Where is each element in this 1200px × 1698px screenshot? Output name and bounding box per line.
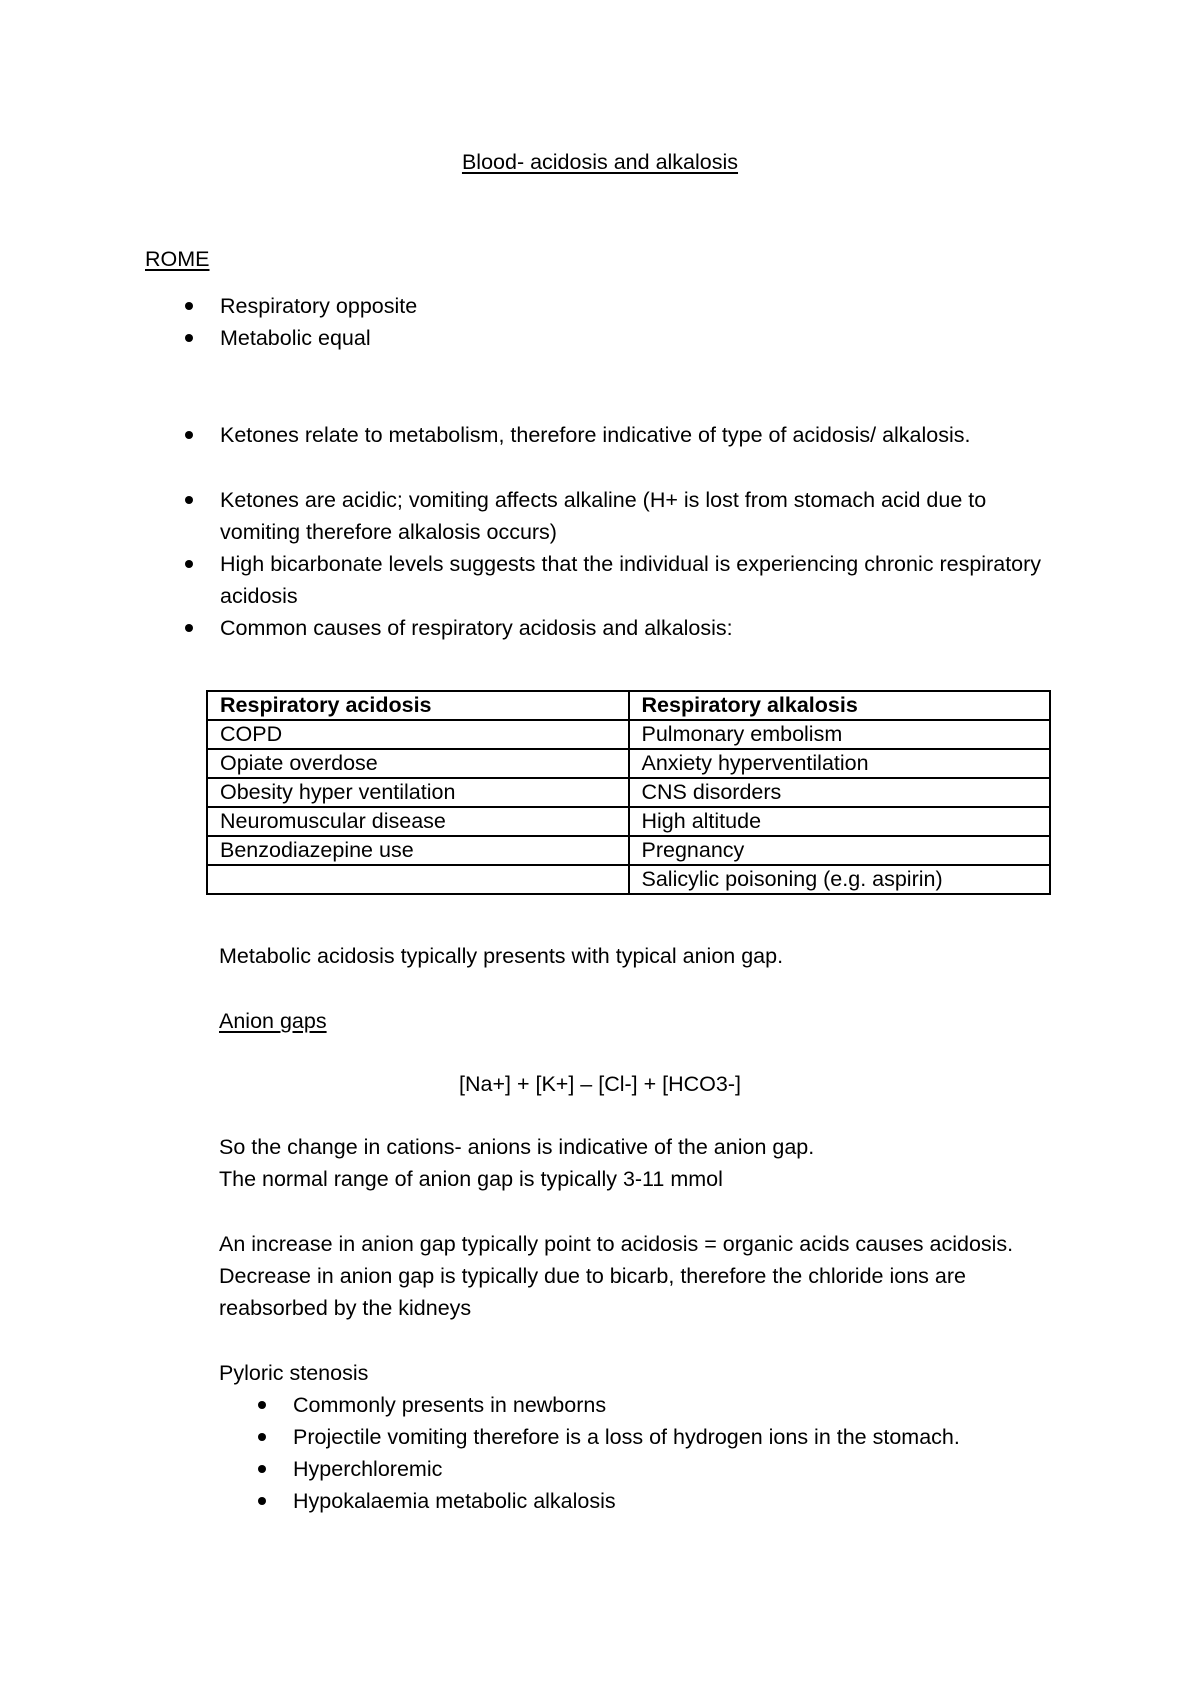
ketones-list <box>220 419 1050 451</box>
table-cell: Anxiety hyperventilation <box>629 749 1051 778</box>
document-title: Blood- acidosis and alkalosis <box>461 150 739 174</box>
table-cell: CNS disorders <box>629 778 1051 807</box>
table-cell: Opiate overdose <box>207 749 629 778</box>
table-header-row <box>207 691 1050 720</box>
decrease-text: Decrease in anion gap is typically due to bicarb, therefore the chloride ions are reabsorbed by the kidneys <box>219 1264 966 1320</box>
anion-gap-change-paragraph <box>219 1228 1059 1324</box>
metabolic-acidosis-text: Metabolic acidosis typically presents with typical anion gap. <box>219 944 784 968</box>
respiratory-causes-table <box>206 690 1051 895</box>
rome-list <box>220 290 1050 354</box>
table-row <box>207 836 1050 865</box>
table-row <box>207 778 1050 807</box>
list-item: Common causes of respiratory acidosis and alkalosis: <box>220 612 1050 644</box>
list-item: Projectile vomiting therefore is a loss of hydrogen ions in the stomach. <box>293 1421 1073 1453</box>
anion-gap-paragraph <box>219 1131 814 1195</box>
list-item: Hypokalaemia metabolic alkalosis <box>293 1485 1073 1517</box>
table-cell: Pregnancy <box>629 836 1051 865</box>
table-row <box>207 807 1050 836</box>
increase-text: An increase in anion gap typically point to acidosis = organic acids causes acidosis. <box>219 1232 1014 1256</box>
table-header-cell: Respiratory alkalosis <box>629 691 1051 720</box>
anion-line: So the change in cations- anions is indicative of the anion gap. <box>219 1135 815 1159</box>
list-item: Respiratory opposite <box>220 290 1050 322</box>
table-cell: Salicylic poisoning (e.g. aspirin) <box>629 865 1051 894</box>
table-header-cell: Respiratory acidosis <box>207 691 629 720</box>
table-cell: Pulmonary embolism <box>629 720 1051 749</box>
table-cell: Neuromuscular disease <box>207 807 629 836</box>
table-cell <box>207 865 629 894</box>
table-cell: High altitude <box>629 807 1051 836</box>
anion-gaps-heading: Anion gaps <box>219 1009 327 1033</box>
anion-gap-formula: [Na+] + [K+] – [Cl-] + [HCO3-] <box>459 1072 741 1096</box>
notes-list <box>220 484 1050 644</box>
pyloric-list <box>293 1389 1073 1517</box>
table-row <box>207 749 1050 778</box>
rome-heading: ROME <box>145 247 210 271</box>
table-row <box>207 720 1050 749</box>
list-item: Hyperchloremic <box>293 1453 1073 1485</box>
list-item: High bicarbonate levels suggests that the individual is experiencing chronic respiratory acidosis <box>220 548 1050 612</box>
table-cell: COPD <box>207 720 629 749</box>
list-item: Ketones are acidic; vomiting affects alkaline (H+ is lost from stomach acid due to vomiting therefore alkalosis occurs) <box>220 484 1050 548</box>
table-cell: Benzodiazepine use <box>207 836 629 865</box>
list-item: Metabolic equal <box>220 322 1050 354</box>
table-row <box>207 865 1050 894</box>
pyloric-stenosis-heading: Pyloric stenosis <box>219 1361 369 1385</box>
list-item: Commonly presents in newborns <box>293 1389 1073 1421</box>
table-cell: Obesity hyper ventilation <box>207 778 629 807</box>
anion-line: The normal range of anion gap is typically 3-11 mmol <box>219 1167 723 1191</box>
list-item: Ketones relate to metabolism, therefore indicative of type of acidosis/ alkalosis. <box>220 419 1050 451</box>
